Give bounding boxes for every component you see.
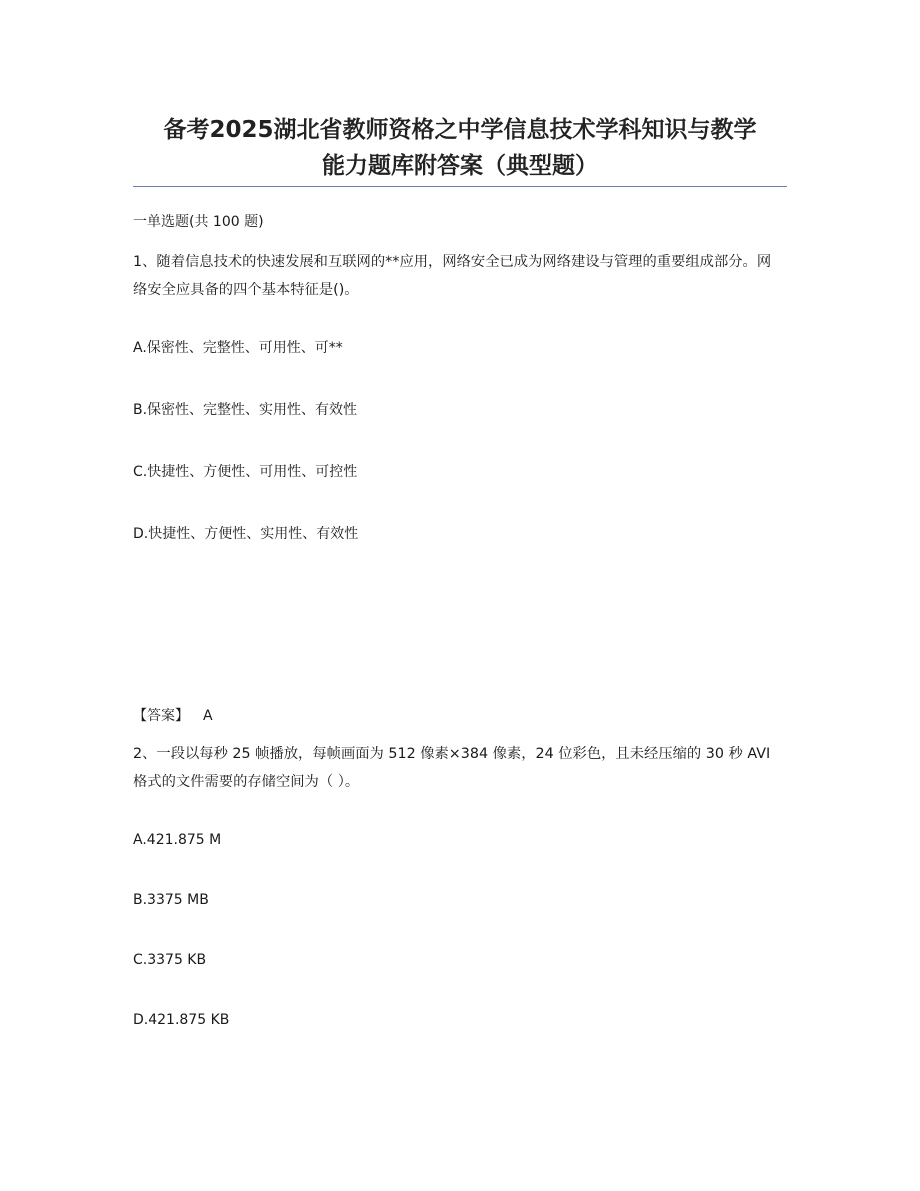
answer-value: A	[203, 708, 213, 724]
question-2-text: 2、一段以每秒 25 帧播放，每帧画面为 512 像素×384 像素，24 位彩色，且未经压缩的 30 秒 AVI 格式的文件需要的存储空间为（ ）。	[133, 746, 771, 790]
question-1-option-c: C.快捷性、方便性、可用性、可控性	[133, 464, 358, 480]
question-1-option-b: B.保密性、完整性、实用性、有效性	[133, 402, 358, 418]
question-1-answer	[133, 706, 793, 726]
title-divider	[133, 186, 787, 187]
title-line-2: 能力题库附答案（典型题）	[322, 153, 598, 179]
question-1-option-a: A.保密性、完整性、可用性、可**	[133, 340, 343, 356]
page-title	[130, 112, 790, 184]
question-2-option-a: A.421.875 M	[133, 832, 222, 848]
title-line-1: 备考2025湖北省教师资格之中学信息技术学科知识与教学	[163, 117, 757, 143]
question-2-option-b: B.3375 MB	[133, 892, 209, 908]
section-heading: 一单选题(共 100 题)	[133, 214, 264, 230]
answer-label: 【答案】	[133, 708, 189, 724]
question-2-option-d: D.421.875 KB	[133, 1012, 230, 1028]
question-2-option-c: C.3375 KB	[133, 952, 207, 968]
question-1-text: 1、随着信息技术的快速发展和互联网的**应用，网络安全已成为网络建设与管理的重要组成部分。网络安全应具备的四个基本特征是()。	[133, 254, 772, 298]
question-1-option-d: D.快捷性、方便性、实用性、有效性	[133, 526, 359, 542]
